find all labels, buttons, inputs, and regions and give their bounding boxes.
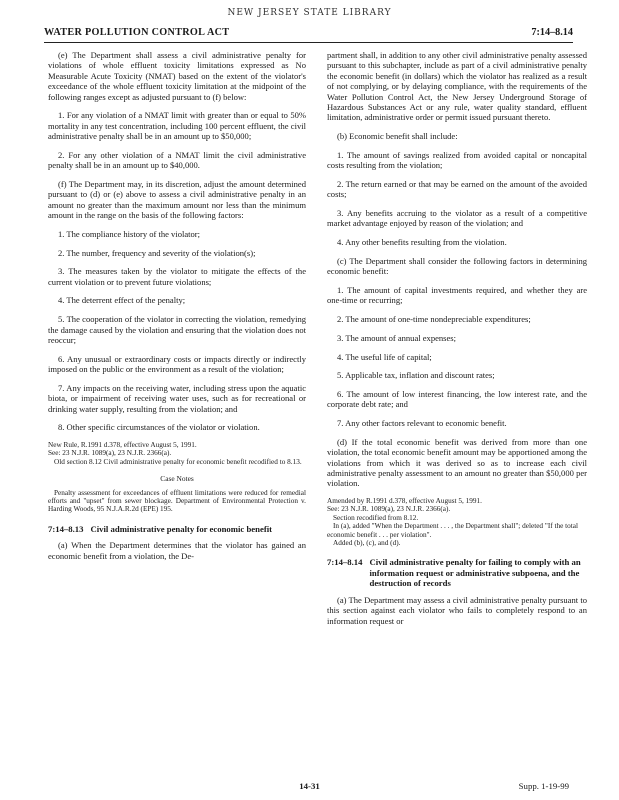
header-section-range: 7:14–8.14	[531, 27, 573, 38]
page-number: 14-31	[299, 781, 320, 791]
list-item: 1. The amount of capital investments required, and whether they are one-time or recurring;	[327, 284, 587, 306]
list-item: 3. Any benefits accruing to the violator as a result of a competitive market advantage enjoyed by reason of the violation; and	[327, 208, 587, 229]
paragraph-a: (a) When the Department determines that the violator has gained an economic benefit from a violation, the De-	[48, 540, 306, 561]
case-notes-heading: Case Notes	[160, 474, 194, 484]
case-note: Penalty assessment for exceedances of effluent limitations were reduced for remedial efforts and "upset" from sewer blockage. Department of Environmental Protection v. Harding Woods, 95 N.J.A.R.2d (EPE) 195.	[48, 488, 306, 514]
amendment-note: In (a), added "When the Department . . . , the Department shall"; deleted "If the total economic benefit . . . per violation".	[327, 522, 579, 539]
list-item: 4. The useful life of capital;	[337, 351, 432, 362]
list-item: 7. Any impacts on the receiving water, including stress upon the aquatic biota, or impairment of receiving water uses, such as for recreational or drinking water supply, resulting from the violation; and	[48, 382, 306, 414]
section-title: Civil administrative penalty for economic benefit	[90, 523, 273, 534]
list-item: 1. For any violation of a NMAT limit with greater than or equal to 50% mortality in any test concentration, including 100 percent effluent, the civil administrative penalty shall be in an amount up to $50,000;	[48, 110, 306, 142]
list-item: 5. Applicable tax, inflation and discount rates;	[337, 370, 495, 381]
paragraph-c: (c) The Department shall consider the following factors in determining economic benefit:	[327, 255, 587, 277]
list-item: 3. The measures taken by the violator to mitigate the effects of the current violation or to prevent future violations;	[48, 266, 306, 287]
paragraph-f: (f) The Department may, in its discretion, adjust the amount determined pursuant to (d) or (e) above to assess a civil administrative penalty in an amount no greater than the maximum amount nor less than the minimum amount in the range on the basis of the following factors:	[48, 178, 306, 221]
list-item: 2. The number, frequency and severity of the violation(s);	[58, 247, 256, 258]
running-header	[44, 20, 573, 43]
section-title: Civil administrative penalty for failing to comply with an information request or administrative subpoena, and the destruction of records	[369, 557, 581, 589]
list-item: 1. The compliance history of the violator;	[58, 228, 201, 239]
paragraph-e: (e) The Department shall assess a civil administrative penalty for violations of whole effluent toxicity limitations expressed as No Measurable Acute Toxicity (NMAT) based on the extent of the violator's exceedance of the whole effluent toxicity limitation at the midpoint of the following ranges except as adjusted pursuant to (f) below:	[48, 50, 306, 102]
section-number: 7:14–8.13	[48, 523, 84, 534]
list-item: 6. The amount of low interest financing, the low interest rate, and the corporate debt rate; and	[327, 388, 587, 410]
list-item: 5. The cooperation of the violator in correcting the violation, remedying the damage caused by the violation and ensuring that the violation does not reoccur;	[48, 314, 306, 345]
list-item: 8. Other specific circumstances of the violator or violation.	[58, 422, 260, 433]
amendment-note: See: 23 N.J.R. 1089(a), 23 N.J.R. 2366(a).	[327, 505, 451, 514]
section-heading-8-13	[48, 524, 306, 534]
list-item: 1. The amount of savings realized from avoided capital or noncapital costs resulting from the violation;	[327, 149, 587, 171]
paragraph-d: (d) If the total economic benefit was derived from more than one violation, the total economic benefit amount may be apportioned among the violations from which it was derived so as to increase each civil administrative penalty assessment to an amount no greater than $50,000 per violation.	[327, 436, 587, 489]
list-item: 4. Any other benefits resulting from the violation.	[337, 237, 507, 248]
amendment-note: Amended by R.1991 d.378, effective August 5, 1991.	[327, 497, 482, 506]
paragraph-continuation: partment shall, in addition to any other civil administrative penalty assessed pursuant to this subchapter, include as part of a civil administrative penalty the economic benefit (in dollars) which the violator has realized as a result of not complying, or by delaying compliance, with the requirements of the Water Pollution Control Act, the New Jersey Underground Storage of Hazardous Substances Act or any rule, water quality standard, effluent limitation, administrative order or permit issued pursuant thereto.	[327, 50, 587, 123]
list-item: 2. The return earned or that may be earned on the amount of the avoided costs;	[327, 178, 587, 200]
library-stamp: NEW JERSEY STATE LIBRARY	[227, 8, 392, 18]
supplement-date: Supp. 1-19-99	[518, 781, 569, 791]
section-number: 7:14–8.14	[327, 557, 363, 568]
right-column	[327, 50, 587, 634]
history-note: See: 23 N.J.R. 1089(a), 23 N.J.R. 2366(a).	[48, 449, 172, 458]
list-item: 4. The deterrent effect of the penalty;	[58, 295, 186, 306]
paragraph-a: (a) The Department may assess a civil administrative penalty pursuant to this section against each violator who fails to completely respond to an information request or	[327, 594, 587, 626]
history-note: Old section 8.12 Civil administrative penalty for economic benefit recodified to 8.13.	[54, 457, 302, 466]
history-note: New Rule, R.1991 d.378, effective August 5, 1991.	[48, 440, 197, 449]
section-heading-8-14	[327, 557, 587, 588]
amendment-note: Section recodified from 8.12.	[333, 513, 419, 522]
list-item: 3. The amount of annual expenses;	[337, 332, 456, 343]
list-item: 6. Any unusual or extraordinary costs or impacts directly or indirectly imposed on the public or the environment as a result of the violation;	[48, 353, 306, 375]
paragraph-b: (b) Economic benefit shall include:	[337, 131, 458, 142]
list-item: 2. The amount of one-time nondepreciable expenditures;	[337, 314, 531, 325]
left-column	[48, 50, 306, 569]
list-item: 7. Any other factors relevant to economic benefit.	[337, 418, 507, 429]
header-title: WATER POLLUTION CONTROL ACT	[44, 27, 230, 38]
list-item: 2. For any other violation of a NMAT limit the civil administrative penalty shall be in an amount up to $40,000.	[48, 149, 306, 171]
amendment-note: Added (b), (c), and (d).	[333, 539, 401, 548]
